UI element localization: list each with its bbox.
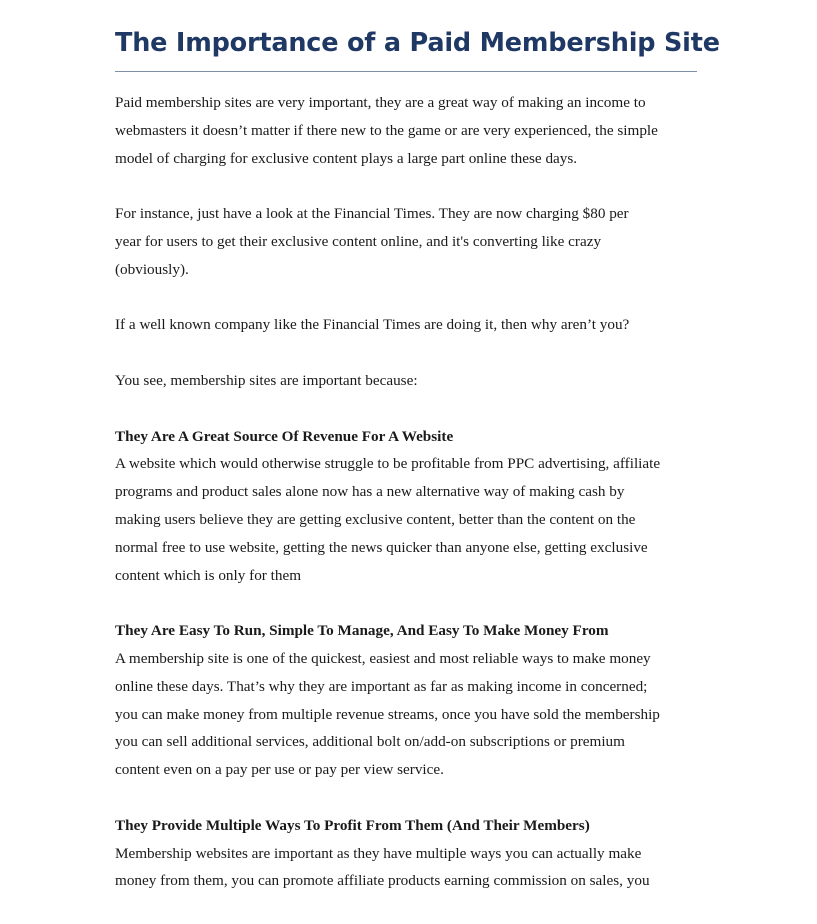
paragraph-line: model of charging for exclusive content plays a large part online these days. xyxy=(115,149,578,167)
paragraph-line: making users believe they are getting exclusive content, better than the content on the xyxy=(115,510,636,528)
paragraph-line: Membership websites are important as they have multiple ways you can actually make xyxy=(115,844,642,862)
paragraph-spacer xyxy=(115,339,715,367)
paragraph-line: A website which would otherwise struggle to be profitable from PPC advertising, affiliate xyxy=(115,455,661,473)
document-body xyxy=(115,89,715,895)
section-revenue xyxy=(115,423,715,590)
section-heading: They Are A Great Source Of Revenue For A Website xyxy=(115,427,454,445)
document-title: The Importance of a Paid Membership Site xyxy=(115,28,720,58)
intro-paragraph xyxy=(115,89,715,172)
paragraph-line: For instance, just have a look at the Financial Times. They are now charging $80 per xyxy=(115,205,629,223)
paragraph-line: A membership site is one of the quickest, easiest and most reliable ways to make money xyxy=(115,649,651,667)
paragraph-spacer xyxy=(115,784,715,812)
title-underline xyxy=(115,71,697,72)
paragraph-line: programs and product sales alone now has a new alternative way of making cash by xyxy=(115,483,625,501)
paragraph-spacer xyxy=(115,172,715,200)
paragraph-line: online these days. That’s why they are important as far as making income in concerned; xyxy=(115,677,648,695)
paragraph-line: you can sell additional services, additional bolt on/add-on subscriptions or premium xyxy=(115,733,625,751)
paragraph-line: you can make money from multiple revenue streams, once you have sold the membership xyxy=(115,705,660,723)
section-easy-to-run xyxy=(115,617,715,784)
paragraph-line: (obviously). xyxy=(115,260,189,278)
because-paragraph xyxy=(115,367,715,395)
paragraph-line: You see, membership sites are important because: xyxy=(115,371,418,389)
section-multiple-ways xyxy=(115,812,715,895)
paragraph-line: Paid membership sites are very important, they are a great way of making an income to xyxy=(115,94,646,111)
section-heading: They Are Easy To Run, Simple To Manage, And Easy To Make Money From xyxy=(115,622,609,640)
paragraph-line: If a well known company like the Financial Times are doing it, then why aren’t you? xyxy=(115,316,630,334)
question-paragraph xyxy=(115,311,715,339)
paragraph-line: money from them, you can promote affiliate products earning commission on sales, you xyxy=(115,872,650,890)
financial-times-paragraph xyxy=(115,200,715,283)
paragraph-line: webmasters it doesn’t matter if there new to the game or are very experienced, the simple xyxy=(115,121,658,139)
paragraph-line: content even on a pay per use or pay per view service. xyxy=(115,761,444,779)
paragraph-line: normal free to use website, getting the news quicker than anyone else, getting exclusive xyxy=(115,538,648,556)
paragraph-line: year for users to get their exclusive content online, and it's converting like crazy xyxy=(115,232,602,250)
paragraph-spacer xyxy=(115,589,715,617)
paragraph-line: content which is only for them xyxy=(115,566,302,584)
section-heading: They Provide Multiple Ways To Profit From Them (And Their Members) xyxy=(115,816,590,834)
paragraph-spacer xyxy=(115,284,715,312)
paragraph-spacer xyxy=(115,395,715,423)
